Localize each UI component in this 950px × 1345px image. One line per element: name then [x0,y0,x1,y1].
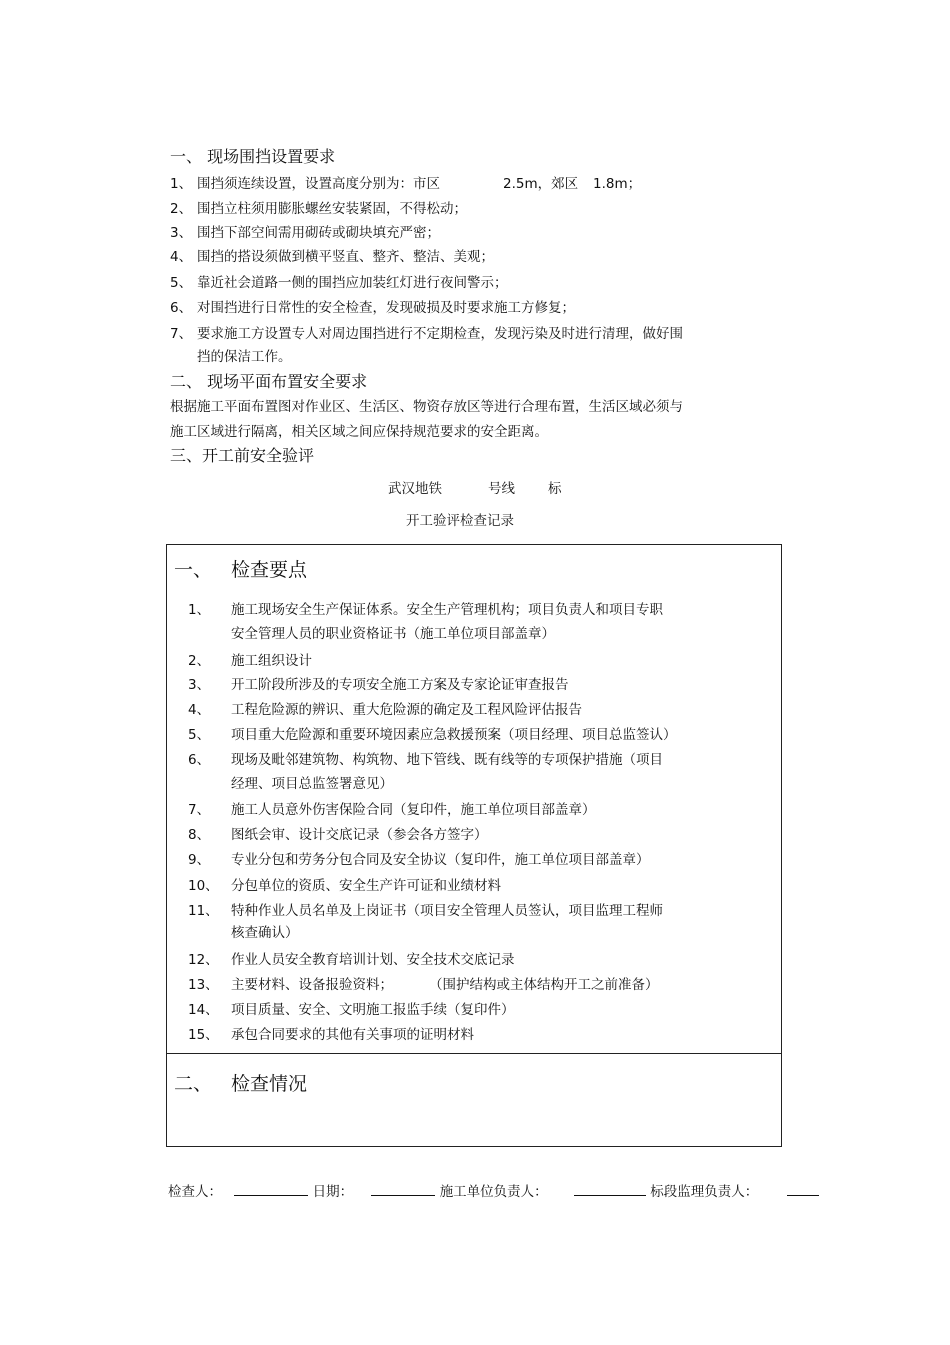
list-item-text: 围挡下部空间需用砌砖或砌块填充严密； [197,225,440,241]
part1-number: 一、 [174,559,213,581]
list-item-number: 7、 [170,326,193,342]
part2-number: 二、 [174,1073,213,1095]
list-item-text: 挡的保洁工作。 [197,349,292,365]
form-header-section: 标 [548,481,562,497]
list-item-number: 9、 [188,852,211,868]
list-item-text: 图纸会审、设计交底记录（参会各方签字） [231,827,488,843]
construction-lead-signature-line[interactable] [574,1181,646,1196]
list-item-number: 13、 [188,977,219,993]
list-item-number: 5、 [188,727,211,743]
list-item-text: 施工人员意外伤害保险合同（复印件，施工单位项目部盖章） [231,802,596,818]
list-item-text: 经理、项目总监签署意见） [231,776,393,792]
list-item-text: 围挡须连续设置，设置高度分别为：市区 [197,176,440,192]
list-item-text: 主要材料、设备报验资料； [231,977,393,993]
form-header-line-number: 号线 [488,481,515,497]
list-item-number: 3、 [170,225,193,241]
section2-paragraph: 根据施工平面布置图对作业区、生活区、物资存放区等进行合理布置，生活区域必须与 [170,399,683,415]
list-item-number: 3、 [188,677,211,693]
list-item-text: 施工组织设计 [231,653,312,669]
list-item-text: 对围挡进行日常性的安全检查，发现破损及时要求施工方修复； [197,300,575,316]
list-item-text: 要求施工方设置专人对周边围挡进行不定期检查，发现污染及时进行清理，做好围 [197,326,683,342]
list-item-number: 12、 [188,952,219,968]
inspector-label: 检查人： [168,1184,222,1200]
list-item-text: 工程危险源的辨识、重大危险源的确定及工程风险评估报告 [231,702,582,718]
list-item-number: 1、 [188,602,211,618]
list-item-text: 1.8m； [593,176,642,192]
list-item-text: 围挡的搭设须做到横平竖直、整齐、整洁、美观； [197,249,494,265]
list-item-text: 项目质量、安全、文明施工报监手续（复印件） [231,1002,515,1018]
list-item-text: 围挡立柱须用膨胀螺丝安装紧固，不得松动； [197,201,467,217]
list-item-number: 2、 [170,201,193,217]
date-signature-line[interactable] [371,1181,435,1196]
form-subtitle: 开工验评检查记录 [406,513,514,529]
list-item-text: 作业人员安全教育培训计划、安全技术交底记录 [231,952,515,968]
list-item-number: 6、 [188,752,211,768]
list-item-number: 4、 [188,702,211,718]
supervision-lead-label: 标段监理负责人： [650,1184,759,1200]
list-item-number: 8、 [188,827,211,843]
list-item-text: 现场及毗邻建筑物、构筑物、地下管线、既有线等的专项保护措施（项目 [231,752,663,768]
list-item-text: （围护结构或主体结构开工之前准备） [429,977,659,993]
list-item-text: 2.5m，郊区 [503,176,579,192]
list-item-number: 1、 [170,176,193,192]
list-item-number: 5、 [170,275,193,291]
section-divider [167,1053,781,1054]
list-item-number: 10、 [188,878,219,894]
part2-title: 检查情况 [231,1073,308,1095]
list-item-text: 分包单位的资质、安全生产许可证和业绩材料 [231,878,501,894]
form-header-line-name: 武汉地铁 [388,481,442,497]
section2-title: 二、 现场平面布置安全要求 [170,372,368,391]
list-item-text: 靠近社会道路一侧的围挡应加装红灯进行夜间警示； [197,275,508,291]
inspector-signature-line[interactable] [234,1181,308,1196]
list-item-text: 核查确认） [231,925,299,941]
section1-title: 一、 现场围挡设置要求 [170,147,336,166]
section2-paragraph: 施工区域进行隔离，相关区域之间应保持规范要求的安全距离。 [170,424,548,440]
list-item-text: 施工现场安全生产保证体系。安全生产管理机构；项目负责人和项目专职 [231,602,663,618]
list-item-number: 14、 [188,1002,219,1018]
list-item-number: 7、 [188,802,211,818]
list-item-number: 11、 [188,903,219,919]
list-item-number: 4、 [170,249,193,265]
list-item-text: 专业分包和劳务分包合同及安全协议（复印件，施工单位项目部盖章） [231,852,650,868]
section3-title: 三、开工前安全验评 [170,446,315,465]
list-item-text: 安全管理人员的职业资格证书（施工单位项目部盖章） [231,626,555,642]
list-item-number: 2、 [188,653,211,669]
list-item-text: 承包合同要求的其他有关事项的证明材料 [231,1027,474,1043]
signature-row [168,1180,819,1200]
list-item-number: 15、 [188,1027,219,1043]
inspection-record-table [166,544,782,1147]
list-item-text: 特种作业人员名单及上岗证书（项目安全管理人员签认，项目监理工程师 [231,903,663,919]
date-label: 日期： [312,1184,354,1200]
list-item-text: 开工阶段所涉及的专项安全施工方案及专家论证审查报告 [231,677,569,693]
construction-lead-label: 施工单位负责人： [439,1184,548,1200]
supervision-lead-signature-line[interactable] [787,1181,819,1196]
list-item-number: 6、 [170,300,193,316]
part1-title: 检查要点 [231,559,308,581]
list-item-text: 项目重大危险源和重要环境因素应急救援预案（项目经理、项目总监签认） [231,727,677,743]
